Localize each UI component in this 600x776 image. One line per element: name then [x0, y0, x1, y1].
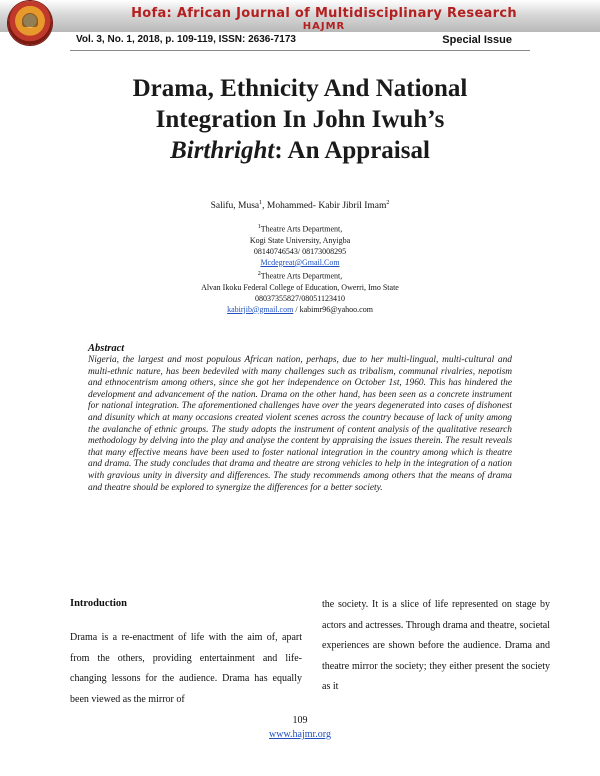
special-issue-label: Special Issue	[442, 34, 512, 46]
intro-column-right: the society. It is a slice of life represented on stage by actors and actresses. Through drama and theatre, societal experiences are shown before the audience. Drama and theatre mirror the society; they either present the society as it	[322, 599, 550, 692]
abstract-heading: Abstract	[88, 343, 125, 354]
introduction-heading: Introduction	[70, 598, 127, 609]
paper-title	[70, 73, 530, 166]
play-title: Birthright	[170, 137, 275, 164]
affiliation-2	[70, 269, 530, 315]
affil-2-email-link[interactable]: kabirjib@gmail.com	[227, 304, 294, 314]
affil-2-institution: Alvan Ikoku Federal College of Education, Owerri, Imo State	[201, 282, 399, 292]
author-1: Salifu, Musa	[210, 201, 260, 212]
volume-line: Vol. 3, No. 1, 2018, p. 109-119, ISSN: 2636-7173	[76, 34, 296, 45]
intro-column-left: Drama is a re-enactment of life with the aim of, apart from the others, providing entertainment and life-changing lessons for the audience. Drama has equally been viewed as the mirror of	[70, 632, 302, 705]
affil-1-dept: Theatre Arts Department,	[260, 224, 343, 234]
journal-title: Hofa: African Journal of Multidisciplinary Research	[131, 6, 517, 21]
page-number: 109	[292, 715, 308, 726]
author-2-sup: 2	[386, 200, 390, 206]
title-line-3	[70, 135, 530, 166]
abstract-text: Nigeria, the largest and most populous African nation, perhaps, due to her multi-lingual, multi-cultural and multi-ethnic nature, has been bedeviled with many challenges such as tribalism, communal rivalries, nepotism and ethnocentrism among others, since she got her independence on October 1st, 1960. This has hindered the development and advancement of the nation. Drama on the other hand, has been seen as a concrete instrument for national integration. The aforementioned challenges have over the years degenerated into cases of dishonest and disunity which at many occasions created violent scenes across the country because of lack of unity among the avalanche of ethnic groups. The study adopts the instrument of content analysis of the qualitative research methodology by delving into the play and analyse the content by appraising the issues therein. The result reveals that many effective means have been used to foster national integration in the country among which is theatre and drama. The study concludes that drama and theatre are strong vehicles to help in the integration of a nation with gravious unity in diversity and differences. The study recommends among others that the means of drama and theatre should be explored to synergize the differences for a better society.	[88, 355, 512, 493]
journal-logo-icon	[8, 1, 52, 45]
title-line-1: Drama, Ethnicity And National	[132, 75, 468, 102]
logo-emblem	[22, 13, 38, 27]
author-1-sup: 1	[259, 200, 263, 206]
title-suffix: : An Appraisal	[274, 137, 430, 164]
affil-2-email-sep: /	[293, 304, 300, 314]
affil-1-phone: 08140746543/ 08173008295	[253, 246, 347, 256]
journal-banner	[0, 0, 600, 32]
affiliation-1	[70, 222, 530, 268]
footer-website	[0, 729, 600, 740]
journal-abbrev: HAJMR	[302, 21, 346, 32]
affil-1-email-link[interactable]: Mcdegreat@Gmail.Com	[260, 257, 340, 267]
header-divider	[70, 50, 530, 51]
affil-1-sup: 1	[257, 224, 261, 230]
author-line	[70, 200, 530, 211]
affil-1-institution: Kogi State University, Anyigba	[249, 235, 351, 245]
title-line-2: Integration In John Iwuh’s	[155, 106, 445, 133]
website-link[interactable]: www.hajmr.org	[269, 729, 331, 740]
author-2: Mohammed- Kabir Jibril Imam	[266, 201, 387, 212]
affil-2-email-2: kabimr96@yahoo.com	[299, 304, 373, 314]
affil-2-sup: 2	[257, 271, 261, 277]
author-separator: ,	[262, 201, 267, 212]
affil-2-dept: Theatre Arts Department,	[260, 271, 343, 281]
affil-2-phone: 08037355827/08051123410	[255, 293, 345, 303]
